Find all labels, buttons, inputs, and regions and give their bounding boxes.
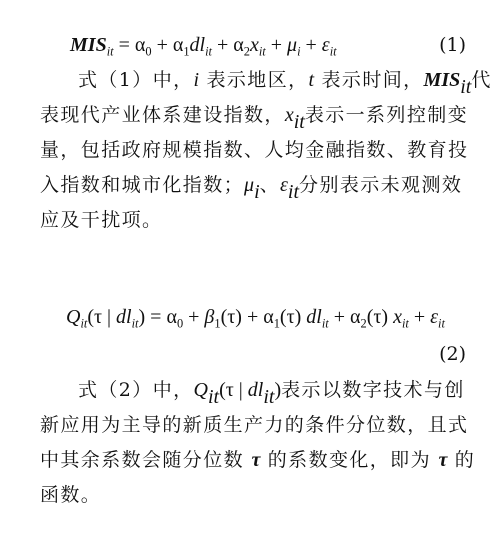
equation-1	[0, 30, 500, 60]
paragraph-1-line-5: 应及干扰项。	[40, 209, 163, 231]
paragraph-1-line-4: 入指数和城市化指数；$\mu_i$、$\varepsilon_{it}$分别表示未观测效	[40, 174, 463, 203]
paragraph-1-line-1: 式（1）中，i 表示地区，t 表示时间，$MIS_{it}$代	[78, 69, 492, 98]
equation-2-number-row	[0, 339, 500, 369]
paragraph-2-line-1: 式（2）中，$Q_{it}(\tau$ | $dl_{it}$)表示以数字技术与创	[78, 379, 465, 408]
paragraph-2	[40, 373, 488, 513]
paragraph-1	[40, 63, 492, 238]
equation-2-number: (2)	[439, 343, 466, 365]
equation-1-formula: $MIS_{it} = \alpha_0 + \alpha_1dl_{it} + \alpha_2x_{it} + \mu_i + \varepsilon_{it}$	[70, 34, 337, 59]
paragraph-1-line-3: 量，包括政府规模指数、人均金融指数、教育投	[40, 139, 469, 161]
equation-2	[0, 302, 500, 332]
paragraph-2-line-4: 函数。	[40, 484, 102, 506]
paragraph-1-line-2: 表现代产业体系建设指数，$x_{it}$表示一系列控制变	[40, 104, 469, 133]
equation-2-formula: $Q_{it}(\tau$ | $dl_{it}) = \alpha_0 + \beta_1(\tau) + \alpha_1(\tau)$ $dl_{it} + \alpha_2(\tau) x_{it} + \varepsilon_{it}$	[66, 306, 445, 331]
paragraph-2-line-3: 中其余系数会随分位数 τ 的系数变化，即为 τ 的	[40, 449, 476, 471]
equation-1-number: (1)	[439, 34, 466, 56]
paragraph-2-line-2: 新应用为主导的新质生产力的条件分位数，且式	[40, 414, 469, 436]
